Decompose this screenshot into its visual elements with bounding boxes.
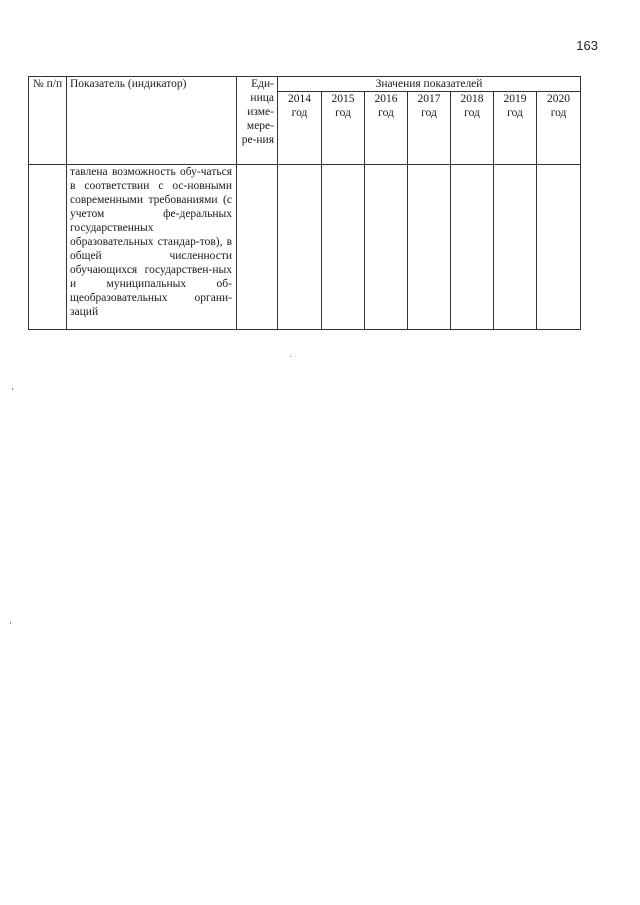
year-header-2014: 2014 год: [278, 92, 322, 165]
value-cell-2020: [537, 165, 581, 330]
row-indicator-cell: тавлена возможность обу-чаться в соответствии с ос-новными современными требованиями (с учетом фе-деральных государственных образовательных стандар-тов), в общей численности обучающихся государствен-ных и муниципальных об-щеобразовательных органи-заций: [67, 165, 237, 330]
table-row: [29, 165, 581, 330]
year-header-2020: 2020 год: [537, 92, 581, 165]
scan-speck: [10, 622, 11, 624]
col-indicator-header: Показатель (индикатор): [67, 77, 237, 165]
scan-speck: [12, 388, 13, 390]
col-unit-header: Еди-ница изме-мере-ре-ния: [237, 77, 278, 165]
year-header-2017: 2017 год: [408, 92, 451, 165]
year-header-2018: 2018 год: [451, 92, 494, 165]
page-number: 163: [576, 38, 598, 53]
row-num-cell: [29, 165, 67, 330]
row-unit-cell: [237, 165, 278, 330]
header-row-1: [29, 77, 581, 92]
value-cell-2018: [451, 165, 494, 330]
value-cell-2015: [322, 165, 365, 330]
value-cell-2017: [408, 165, 451, 330]
year-header-2019: 2019 год: [494, 92, 537, 165]
year-header-2015: 2015 год: [322, 92, 365, 165]
values-group-header: Значения показателей: [278, 77, 581, 92]
year-header-2016: 2016 год: [365, 92, 408, 165]
value-cell-2016: [365, 165, 408, 330]
scan-speck: [290, 356, 291, 357]
value-cell-2019: [494, 165, 537, 330]
col-num-header: № п/п: [29, 77, 67, 165]
indicators-table: [28, 76, 581, 330]
value-cell-2014: [278, 165, 322, 330]
